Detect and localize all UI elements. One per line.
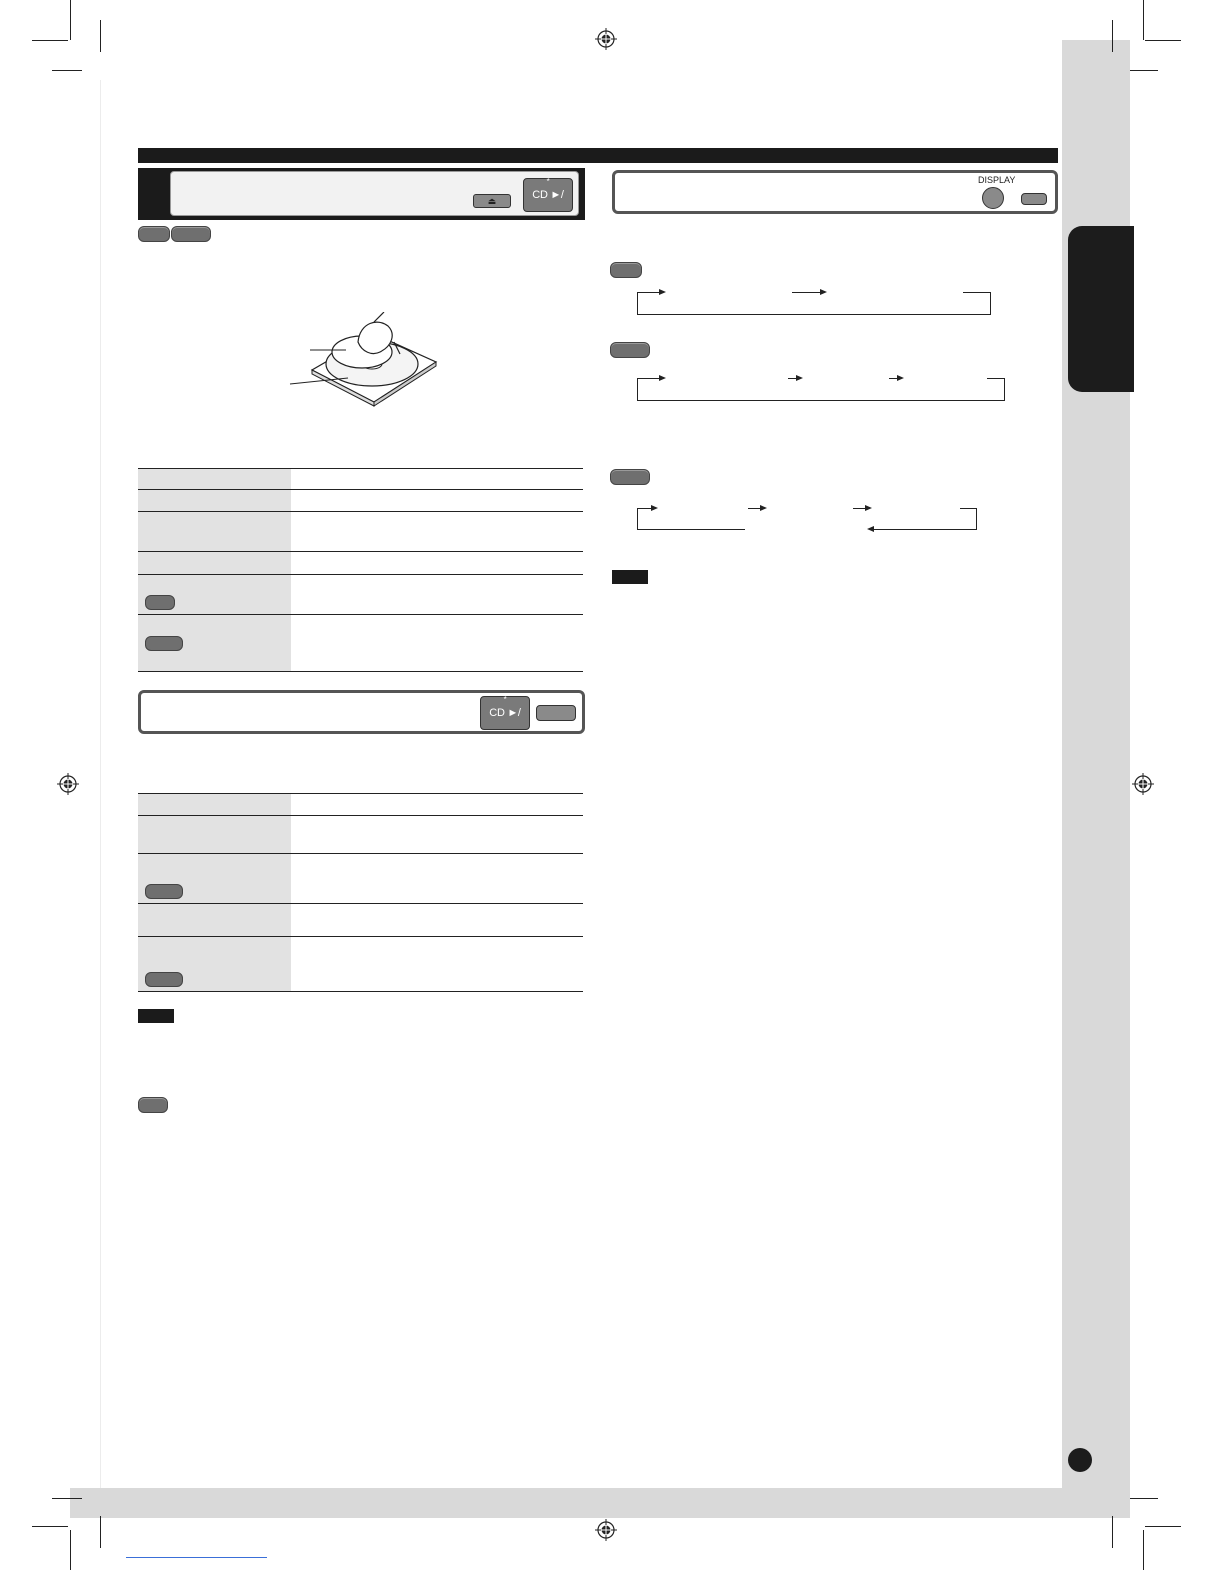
table-cell [291, 512, 583, 552]
flow-arrow-icon [867, 526, 874, 532]
crop-mark [52, 1498, 82, 1499]
crop-mark [1112, 1516, 1113, 1548]
chapter-tab [1068, 226, 1134, 392]
crop-mark [1143, 0, 1144, 40]
table-row [138, 615, 583, 672]
table-cell [291, 552, 583, 575]
table-row [138, 937, 583, 992]
table-cell [291, 575, 583, 615]
page-margin-rule [100, 80, 101, 1500]
cd-play-pause-label: CD ►/❚❚ [532, 189, 564, 233]
crop-mark [70, 0, 71, 40]
table-cell [291, 469, 583, 490]
disc-type-badge [145, 636, 183, 651]
table-row [138, 575, 583, 615]
disc-operation-table [138, 468, 583, 672]
play-mode-table [138, 793, 583, 992]
table-row [138, 490, 583, 512]
registration-mark-icon [1132, 773, 1154, 795]
table-cell [138, 854, 291, 904]
display-label: DISPLAY [978, 175, 1016, 185]
page-header-bar [138, 148, 1058, 163]
disc-type-badge [145, 595, 175, 610]
table-cell [138, 904, 291, 937]
flow-line [637, 378, 659, 379]
eject-icon: ⏏ [487, 196, 497, 206]
note-label [612, 570, 648, 584]
flow-line [788, 378, 796, 379]
flow-line [792, 292, 820, 293]
section-heading-display [612, 170, 1058, 214]
flow-line [637, 508, 651, 509]
table-row [138, 469, 583, 490]
table-row [138, 512, 583, 552]
table-row [138, 552, 583, 575]
page-number-dot [1068, 1448, 1092, 1472]
note-label [138, 1009, 174, 1023]
flow-line [748, 508, 760, 509]
disc-type-badge [610, 342, 650, 358]
flow-line [960, 508, 977, 509]
table-cell [291, 854, 583, 904]
disc-type-badge [610, 469, 650, 485]
crop-mark [1130, 1498, 1158, 1499]
crop-mark [100, 20, 101, 52]
table-row [138, 904, 583, 937]
flow-line [637, 508, 638, 530]
table-cell [291, 490, 583, 512]
flow-line [637, 400, 1005, 401]
cd-play-pause-button[interactable] [523, 177, 573, 233]
flow-arrow-icon [659, 375, 666, 381]
crop-mark [32, 1526, 68, 1527]
registration-mark-icon [595, 28, 617, 50]
table-row [138, 816, 583, 854]
flow-line [990, 292, 991, 315]
disc-type-badge [138, 1097, 168, 1113]
table-cell [291, 794, 583, 816]
flow-arrow-icon [659, 289, 666, 295]
section-heading-play-mode [138, 690, 585, 751]
display-button[interactable] [982, 187, 1004, 209]
flow-arrow-icon [897, 375, 904, 381]
crop-mark [1145, 1526, 1181, 1527]
flow-line [637, 378, 638, 401]
flow-line [889, 378, 897, 379]
table-cell [138, 615, 291, 672]
table-cell [138, 469, 291, 490]
crop-mark [1143, 1530, 1144, 1570]
disc-type-badge [145, 884, 183, 899]
table-cell [138, 490, 291, 512]
section-heading-inner [170, 171, 579, 216]
table-cell [138, 816, 291, 854]
flow-line [853, 508, 865, 509]
cd-play-pause-label: CD ►/❚❚ [489, 707, 521, 751]
table-cell [291, 904, 583, 937]
flow-line [637, 314, 991, 315]
crop-mark [1112, 20, 1113, 52]
disc-type-badge [171, 226, 211, 242]
table-cell [291, 615, 583, 672]
flow-line [1004, 378, 1005, 401]
flow-arrow-icon [796, 375, 803, 381]
bottom-tab-strip [70, 1488, 1130, 1518]
crop-mark [100, 1516, 101, 1548]
registration-mark-icon [57, 773, 79, 795]
play-mode-button[interactable] [536, 705, 576, 721]
cd-play-pause-button[interactable] [480, 695, 530, 751]
table-cell [138, 575, 291, 615]
table-cell [291, 816, 583, 854]
flow-arrow-icon [760, 505, 767, 511]
crop-mark [1145, 40, 1181, 41]
flow-arrow-icon [651, 505, 658, 511]
crop-mark [52, 70, 82, 71]
flow-line [874, 529, 977, 530]
registration-mark-icon [595, 1519, 617, 1541]
disc-loading-illustration [288, 312, 438, 408]
footer-link-underline [126, 1557, 267, 1558]
section-heading-disc-play [138, 168, 585, 233]
crop-mark [70, 1530, 71, 1570]
crop-mark [1130, 70, 1158, 71]
table-cell [291, 937, 583, 992]
disc-type-badge [610, 262, 642, 278]
display-secondary-button[interactable] [1021, 193, 1047, 205]
disc-type-badge [145, 972, 183, 987]
flow-arrow-icon [820, 289, 827, 295]
flow-line [976, 508, 977, 530]
table-cell [138, 937, 291, 992]
crop-mark [32, 40, 68, 41]
star-icon: * [546, 177, 550, 186]
flow-line [963, 292, 991, 293]
table-row [138, 794, 583, 816]
table-cell [138, 512, 291, 552]
flow-line [637, 529, 745, 530]
flow-line [637, 292, 638, 315]
table-cell [138, 794, 291, 816]
table-cell [138, 552, 291, 575]
star-icon: * [503, 695, 507, 704]
eject-button[interactable] [473, 194, 511, 208]
table-row [138, 854, 583, 904]
disc-type-badge [138, 226, 170, 242]
flow-line [637, 292, 659, 293]
flow-arrow-icon [865, 505, 872, 511]
flow-line [987, 378, 1005, 379]
